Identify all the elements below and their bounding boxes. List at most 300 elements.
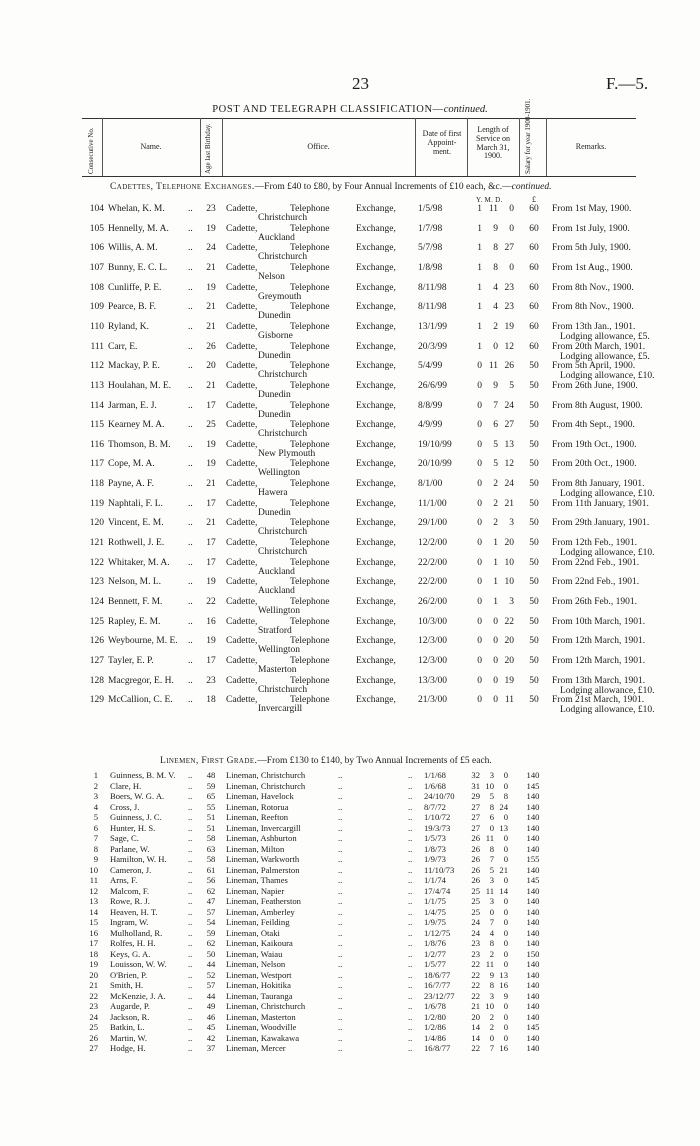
row-months: 0	[493, 617, 498, 627]
row-days: 11	[504, 695, 514, 705]
row-years: 20	[471, 1012, 480, 1022]
row-age: 23	[206, 204, 216, 214]
row-name: McCallion, C. E.	[108, 695, 173, 705]
row-months: 0	[493, 676, 498, 686]
row-salary: 60	[529, 322, 539, 332]
row-office-type: Telephone	[290, 459, 330, 469]
row-office-place: Auckland	[258, 233, 295, 243]
row-remarks: From 19th Oct., 1900.	[552, 440, 637, 450]
row-days: 0	[503, 875, 508, 885]
row-days: 13	[504, 440, 514, 450]
row-years: 14	[471, 1033, 480, 1043]
row-office: Lineman, Hokitika	[226, 980, 291, 990]
row-remarks: From 10th March, 1901.	[552, 617, 646, 627]
row-name: Rolfes, H. H.	[110, 938, 156, 948]
row-days: 3	[509, 597, 514, 607]
row-months: 1	[493, 597, 498, 607]
row-name: Martin, W.	[110, 1033, 148, 1043]
row-office-place: Gisborne	[258, 331, 293, 341]
row-days: 10	[504, 558, 514, 568]
row-age: 42	[206, 1033, 216, 1043]
row-appointment-date: 19/10/99	[418, 440, 452, 450]
row-months: 6	[489, 812, 494, 822]
row-number: 5	[93, 812, 98, 822]
column-header-salary: Salary for year 1900-1901.	[524, 98, 532, 174]
row-office-place: Auckland	[258, 567, 295, 577]
leader-dots: ..	[408, 1043, 413, 1053]
row-name: Sage, C.	[110, 833, 139, 843]
service-units-label: Y. M. D.	[476, 196, 503, 204]
row-office-kind: Exchange,	[356, 499, 396, 509]
leader-dots: ..	[408, 1033, 413, 1043]
row-months: 7	[489, 854, 494, 864]
row-months: 4	[493, 283, 498, 293]
row-number: 21	[89, 980, 98, 990]
row-years: 22	[471, 980, 480, 990]
row-salary: 140	[526, 896, 540, 906]
row-years: 0	[477, 499, 482, 509]
leader-dots: ..	[188, 538, 193, 548]
row-number: 114	[90, 401, 104, 411]
leader-dots: ..	[188, 322, 193, 332]
row-office-place: Dunedin	[258, 390, 291, 400]
row-name: Willis, A. M.	[108, 243, 158, 253]
row-days: 24	[504, 401, 514, 411]
row-office-place: Wellington	[258, 468, 300, 478]
row-months: 0	[489, 1033, 494, 1043]
row-remarks-allowance: Lodging allowance, £5.	[560, 352, 650, 362]
row-number: 113	[90, 381, 104, 391]
row-months: 4	[489, 928, 494, 938]
row-months: 3	[489, 875, 494, 885]
row-office-type: Telephone	[290, 676, 330, 686]
row-number: 23	[89, 1001, 98, 1011]
leader-dots: ..	[188, 1033, 193, 1043]
leader-dots: ..	[188, 907, 193, 917]
row-remarks: From 12th March, 1901.	[552, 636, 646, 646]
row-office-type: Telephone	[290, 577, 330, 587]
row-number: 115	[90, 420, 104, 430]
row-office-type: Telephone	[290, 597, 330, 607]
leader-dots: ..	[188, 791, 193, 801]
row-years: 1	[477, 243, 482, 253]
row-office-kind: Exchange,	[356, 656, 396, 666]
row-name: Rothwell, J. E.	[108, 538, 165, 548]
row-office-kind: Exchange,	[356, 617, 396, 627]
row-salary: 60	[529, 283, 539, 293]
row-name: Mulholland, R.	[110, 928, 163, 938]
row-salary: 50	[529, 440, 539, 450]
row-appointment-date: 18/6/77	[424, 970, 451, 980]
row-years: 25	[471, 896, 480, 906]
row-office: Lineman, Rotorua	[226, 802, 289, 812]
row-name: Ryland, K.	[108, 322, 150, 332]
leader-dots: ..	[338, 1022, 343, 1032]
row-name: Mackay, P. E.	[108, 361, 160, 371]
leader-dots: ..	[408, 875, 413, 885]
row-remarks-allowance: Lodging allowance, £10.	[560, 705, 655, 715]
row-name: Kearney M. A.	[108, 420, 165, 430]
row-office-place: Dunedin	[258, 351, 291, 361]
row-office-title: Cadette,	[226, 440, 258, 450]
row-appointment-date: 11/10/73	[424, 865, 455, 875]
row-number: 7	[93, 833, 98, 843]
leader-dots: ..	[338, 1033, 343, 1043]
row-name: Parlane, W.	[110, 844, 150, 854]
row-age: 63	[206, 844, 216, 854]
row-days: 24	[499, 802, 508, 812]
row-number: 15	[89, 917, 98, 927]
leader-dots: ..	[408, 959, 413, 969]
row-appointment-date: 8/7/72	[424, 802, 446, 812]
leader-dots: ..	[188, 479, 193, 489]
row-days: 0	[503, 770, 508, 780]
row-office-title: Cadette,	[226, 479, 258, 489]
row-days: 0	[503, 833, 508, 843]
row-age: 19	[206, 577, 216, 587]
row-years: 26	[471, 844, 480, 854]
column-header-length: Length of Service on March 31, 1900.	[476, 125, 510, 161]
row-salary: 60	[529, 302, 539, 312]
row-office-type: Telephone	[290, 342, 330, 352]
row-name: Payne, A. F.	[108, 479, 154, 489]
row-months: 5	[489, 865, 494, 875]
row-months: 0	[493, 656, 498, 666]
row-days: 0	[503, 1033, 508, 1043]
row-months: 11	[485, 833, 494, 843]
row-salary: 140	[526, 823, 540, 833]
row-salary: 50	[529, 617, 539, 627]
row-days: 0	[503, 959, 508, 969]
leader-dots: ..	[408, 980, 413, 990]
row-name: Ingram, W.	[110, 917, 149, 927]
row-number: 19	[89, 959, 98, 969]
row-office-kind: Exchange,	[356, 636, 396, 646]
row-office-type: Telephone	[290, 302, 330, 312]
row-salary: 50	[529, 361, 539, 371]
row-appointment-date: 13/3/00	[418, 676, 448, 686]
row-office: Lineman, Waiau	[226, 949, 283, 959]
row-salary: 50	[529, 636, 539, 646]
leader-dots: ..	[188, 865, 193, 875]
row-days: 21	[504, 499, 514, 509]
row-appointment-date: 5/7/98	[418, 243, 443, 253]
row-remarks: From 4th Sept., 1900.	[552, 420, 635, 430]
row-number: 120	[89, 518, 104, 528]
row-age: 21	[206, 381, 216, 391]
row-number: 128	[89, 676, 104, 686]
row-office-title: Cadette,	[226, 224, 258, 234]
row-salary: 60	[529, 263, 539, 273]
row-salary: 140	[526, 886, 540, 896]
column-header-office: Office.	[307, 142, 330, 151]
leader-dots: ..	[408, 991, 413, 1001]
row-office-title: Cadette,	[226, 597, 258, 607]
row-years: 26	[471, 833, 480, 843]
leader-dots: ..	[188, 844, 193, 854]
row-days: 0	[509, 263, 514, 273]
row-office: Lineman, Tauranga	[226, 991, 293, 1001]
row-name: Keys, G. A.	[110, 949, 151, 959]
leader-dots: ..	[188, 518, 193, 528]
row-salary: 140	[526, 991, 540, 1001]
row-days: 0	[503, 917, 508, 927]
row-years: 27	[471, 802, 480, 812]
leader-dots: ..	[188, 401, 193, 411]
row-office-kind: Exchange,	[356, 518, 396, 528]
leader-dots: ..	[188, 558, 193, 568]
row-office: Lineman, Mercer	[226, 1043, 286, 1053]
row-name: Guinness, J. C.	[110, 812, 162, 822]
row-years: 24	[471, 928, 480, 938]
leader-dots: ..	[408, 1001, 413, 1011]
row-number: 17	[89, 938, 98, 948]
row-salary: 140	[526, 844, 540, 854]
row-age: 25	[206, 420, 216, 430]
row-office: Lineman, Napier	[226, 886, 285, 896]
row-number: 126	[89, 636, 104, 646]
row-years: 0	[477, 518, 482, 528]
row-name: Malcom, F.	[110, 886, 150, 896]
row-months: 10	[485, 1001, 494, 1011]
row-appointment-date: 13/1/99	[418, 322, 448, 332]
row-office: Lineman, Invercargill	[226, 823, 301, 833]
row-age: 17	[206, 656, 216, 666]
row-office: Lineman, Christchurch	[226, 781, 306, 791]
row-office-type: Telephone	[290, 224, 330, 234]
row-office-kind: Exchange,	[356, 420, 396, 430]
row-appointment-date: 26/6/99	[418, 381, 448, 391]
leader-dots: ..	[338, 907, 343, 917]
leader-dots: ..	[338, 770, 343, 780]
row-age: 21	[206, 518, 216, 528]
row-years: 32	[471, 770, 480, 780]
leader-dots: ..	[408, 812, 413, 822]
page-code: F.—5.	[606, 74, 649, 93]
row-office-type: Telephone	[290, 283, 330, 293]
row-number: 125	[89, 617, 104, 627]
row-age: 21	[206, 263, 216, 273]
row-office-kind: Exchange,	[356, 302, 396, 312]
row-days: 14	[499, 886, 508, 896]
row-age: 50	[206, 949, 216, 959]
row-years: 0	[477, 440, 482, 450]
leader-dots: ..	[188, 224, 193, 234]
row-appointment-date: 1/4/86	[424, 1033, 446, 1043]
row-months: 1	[493, 538, 498, 548]
row-office-kind: Exchange,	[356, 401, 396, 411]
row-appointment-date: 21/3/00	[418, 695, 448, 705]
row-appointment-date: 1/1/75	[424, 896, 446, 906]
row-age: 54	[206, 917, 216, 927]
row-months: 11	[488, 204, 498, 214]
row-office-title: Cadette,	[226, 676, 258, 686]
row-number: 111	[90, 342, 104, 352]
row-days: 13	[499, 970, 508, 980]
row-appointment-date: 20/10/99	[418, 459, 452, 469]
leader-dots: ..	[338, 865, 343, 875]
row-office-kind: Exchange,	[356, 459, 396, 469]
row-salary: 140	[526, 791, 540, 801]
row-salary: 140	[526, 980, 540, 990]
row-appointment-date: 5/4/99	[418, 361, 443, 371]
row-number: 105	[89, 224, 104, 234]
leader-dots: ..	[338, 802, 343, 812]
leader-dots: ..	[338, 928, 343, 938]
row-name: Bunny, E. C. L.	[108, 263, 168, 273]
leader-dots: ..	[408, 802, 413, 812]
row-office-title: Cadette,	[226, 636, 258, 646]
row-office-place: Dunedin	[258, 410, 291, 420]
row-remarks: From 21st March, 1901.	[552, 695, 645, 705]
row-years: 0	[477, 479, 482, 489]
row-days: 0	[503, 1001, 508, 1011]
row-office-type: Telephone	[290, 538, 330, 548]
row-years: 22	[471, 959, 480, 969]
leader-dots: ..	[188, 928, 193, 938]
row-office: Lineman, Christchurch	[226, 770, 306, 780]
row-office-place: New Plymouth	[258, 449, 316, 459]
row-age: 55	[206, 802, 216, 812]
row-salary: 50	[529, 695, 539, 705]
row-days: 0	[509, 204, 514, 214]
column-divider	[200, 118, 201, 176]
leader-dots: ..	[408, 928, 413, 938]
row-years: 0	[477, 401, 482, 411]
row-remarks-allowance: Lodging allowance, £10.	[560, 686, 655, 696]
row-number: 27	[89, 1043, 98, 1053]
row-age: 17	[206, 499, 216, 509]
leader-dots: ..	[408, 1022, 413, 1032]
leader-dots: ..	[408, 791, 413, 801]
row-salary: 50	[529, 499, 539, 509]
row-months: 3	[489, 991, 494, 1001]
row-office-place: Christchurch	[258, 213, 308, 223]
row-office: Lineman, Milton	[226, 844, 285, 854]
row-name: Vincent, E. M.	[108, 518, 164, 528]
row-office-kind: Exchange,	[356, 224, 396, 234]
row-office: Lineman, Featherston	[226, 896, 301, 906]
row-number: 24	[89, 1012, 98, 1022]
row-office-title: Cadette,	[226, 204, 258, 214]
row-appointment-date: 16/8/77	[424, 1043, 451, 1053]
row-number: 118	[90, 479, 104, 489]
row-days: 0	[503, 949, 508, 959]
row-age: 57	[206, 980, 216, 990]
row-office-kind: Exchange,	[356, 676, 396, 686]
row-office-place: Christchurch	[258, 547, 308, 557]
row-remarks: From 12th Feb., 1901.	[552, 538, 637, 548]
row-days: 0	[503, 1022, 508, 1032]
row-age: 51	[206, 812, 216, 822]
page-number: 23	[352, 74, 369, 93]
row-appointment-date: 11/1/00	[418, 499, 447, 509]
row-age: 19	[206, 283, 216, 293]
row-appointment-date: 1/8/73	[424, 844, 446, 854]
leader-dots: ..	[408, 865, 413, 875]
leader-dots: ..	[188, 656, 193, 666]
leader-dots: ..	[188, 361, 193, 371]
leader-dots: ..	[188, 886, 193, 896]
row-number: 116	[90, 440, 104, 450]
row-name: Bennett, F. M.	[108, 597, 163, 607]
leader-dots: ..	[188, 770, 193, 780]
row-office-title: Cadette,	[226, 283, 258, 293]
row-months: 0	[493, 342, 498, 352]
row-office-type: Telephone	[290, 322, 330, 332]
row-remarks-allowance: Lodging allowance, £10.	[560, 489, 655, 499]
row-months: 3	[489, 770, 494, 780]
row-months: 2	[493, 499, 498, 509]
row-days: 5	[509, 381, 514, 391]
row-appointment-date: 1/5/73	[424, 833, 446, 843]
row-office-place: Invercargill	[258, 704, 303, 714]
column-divider	[519, 118, 520, 176]
leader-dots: ..	[408, 970, 413, 980]
row-years: 0	[477, 676, 482, 686]
row-office-type: Telephone	[290, 243, 330, 253]
row-office-place: Wellington	[258, 606, 300, 616]
row-name: Thomson, B. M.	[108, 440, 171, 450]
row-days: 16	[499, 1043, 508, 1053]
row-salary: 140	[526, 865, 540, 875]
row-appointment-date: 22/2/00	[418, 558, 448, 568]
row-appointment-date: 4/9/99	[418, 420, 443, 430]
row-appointment-date: 12/3/00	[418, 636, 448, 646]
row-office: Lineman, Ashburton	[226, 833, 297, 843]
row-name: Whitaker, M. A.	[108, 558, 170, 568]
row-salary: 50	[529, 577, 539, 587]
row-years: 22	[471, 1043, 480, 1053]
row-months: 4	[493, 302, 498, 312]
section-heading-linemen: Linemen, First Grade.—From £130 to £140, by Two Annual Increments of £5 each.	[160, 756, 492, 766]
row-name: Guinness, B. M. V.	[110, 770, 176, 780]
row-office-type: Telephone	[290, 499, 330, 509]
row-months: 8	[489, 938, 494, 948]
row-appointment-date: 10/3/00	[418, 617, 448, 627]
row-salary: 50	[529, 558, 539, 568]
row-office-place: Dunedin	[258, 508, 291, 518]
row-days: 19	[504, 322, 514, 332]
row-office-type: Telephone	[290, 617, 330, 627]
header-bottom-rule	[82, 176, 636, 177]
leader-dots: ..	[338, 781, 343, 791]
row-days: 27	[504, 243, 514, 253]
row-office-type: Telephone	[290, 204, 330, 214]
row-months: 2	[489, 949, 494, 959]
row-number: 129	[89, 695, 104, 705]
leader-dots: ..	[188, 499, 193, 509]
row-salary: 140	[526, 917, 540, 927]
leader-dots: ..	[188, 833, 193, 843]
row-office: Lineman, Westport	[226, 970, 292, 980]
row-months: 9	[493, 381, 498, 391]
row-appointment-date: 1/5/98	[418, 204, 443, 214]
row-name: O'Brien, P.	[110, 970, 148, 980]
row-name: Jarman, E. J.	[108, 401, 157, 411]
row-office: Lineman, Masterton	[226, 1012, 296, 1022]
leader-dots: ..	[338, 1001, 343, 1011]
row-number: 110	[90, 322, 104, 332]
column-divider	[415, 118, 416, 176]
row-name: Hodge, H.	[110, 1043, 146, 1053]
leader-dots: ..	[338, 959, 343, 969]
row-age: 44	[206, 991, 216, 1001]
row-salary: 140	[526, 1043, 540, 1053]
row-office-type: Telephone	[290, 636, 330, 646]
column-header-remarks: Remarks.	[575, 142, 607, 151]
row-salary: 50	[529, 538, 539, 548]
